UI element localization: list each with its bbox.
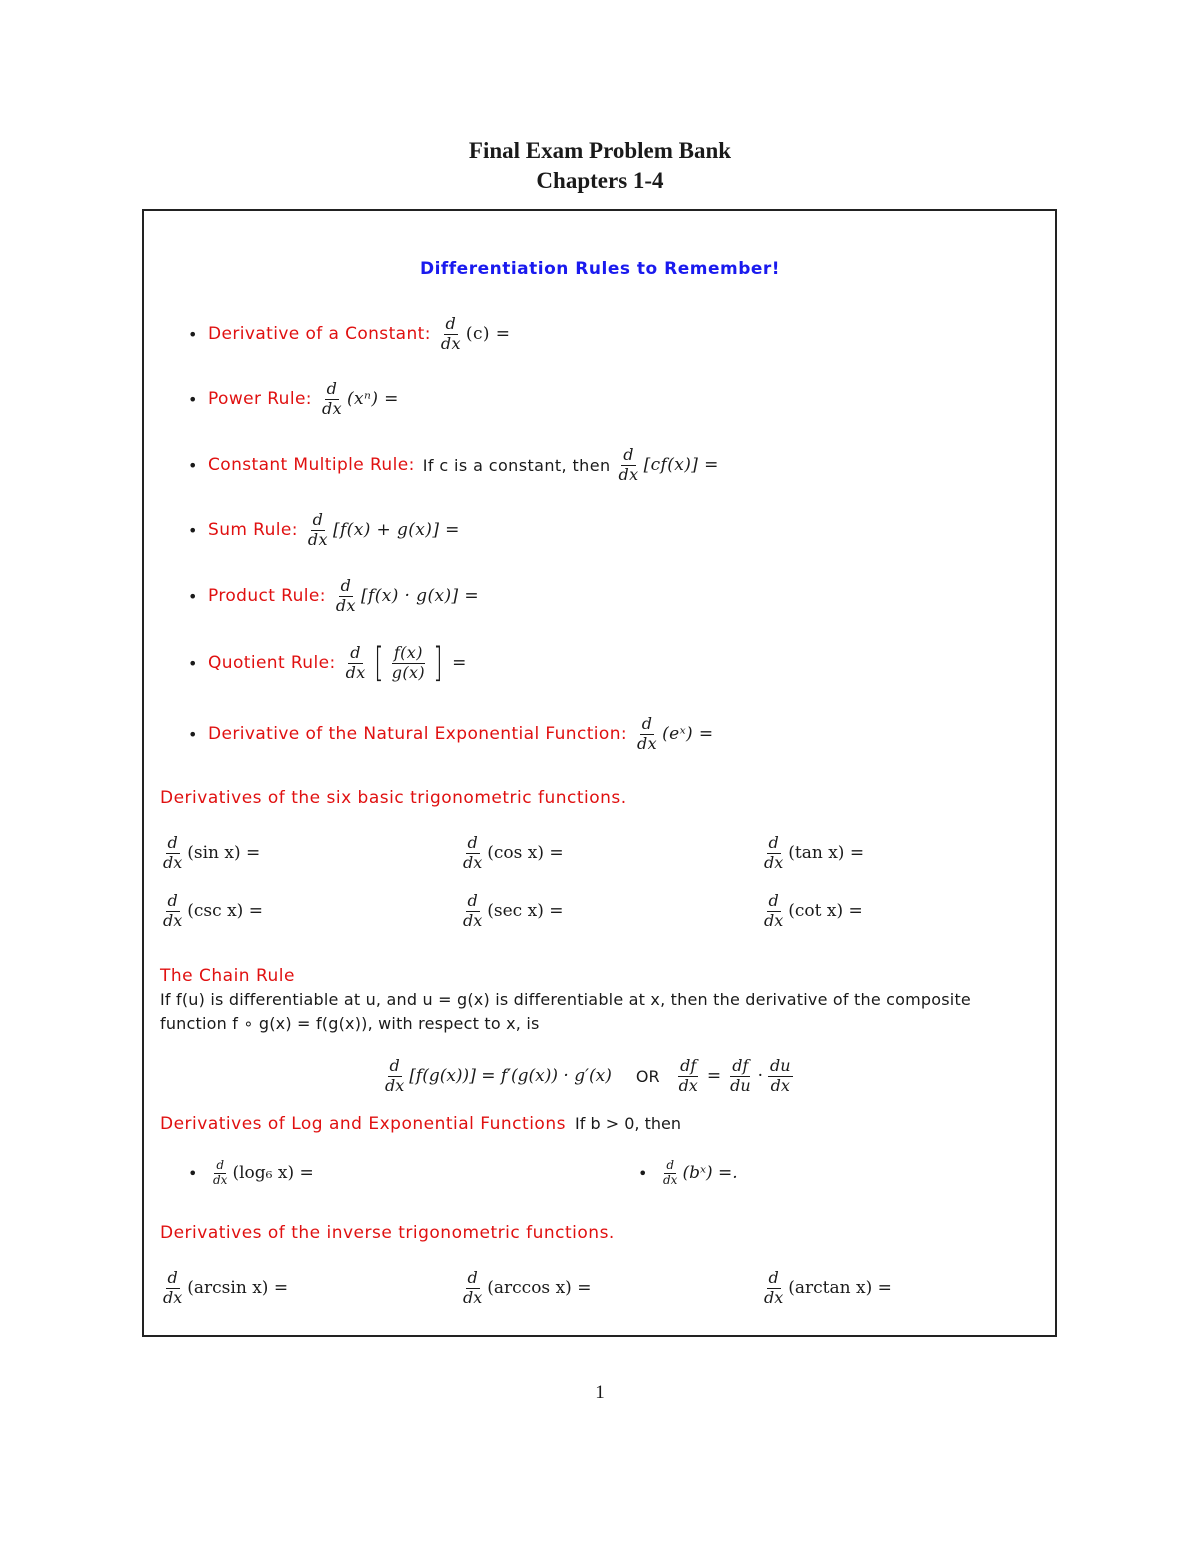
rule-label: Product Rule: <box>208 586 326 606</box>
chain-text-line-1: If f(u) is differentiable at u, and u = g(x) is differentiable at x, then the derivative of the composite <box>160 990 971 1009</box>
trig-sec: $\frac{d}{dx}$ (sec x) = <box>463 891 564 930</box>
chain-formula: $\frac{d}{dx}$ [f(g(x))] = f′(g(x)) · g′(x) OR $\frac{df}{dx}$ = $\frac{df}{du}$ · $\frac{du}{dx}$ <box>385 1056 791 1095</box>
d-dx-fraction: $\frac{d}{dx}$ <box>345 643 366 682</box>
rule-expression: (xⁿ) = <box>347 389 399 409</box>
d-dx-fraction: $\frac{d}{dx}$ <box>764 833 784 872</box>
d-dx-fraction: $\frac{d}{dx}$ <box>463 1268 483 1307</box>
right-bracket-icon: ] <box>433 640 443 686</box>
d-dx-fraction: $\frac{d}{dx}$ <box>764 891 784 930</box>
rule-power <box>188 374 399 424</box>
rule-quotient <box>188 638 467 688</box>
rule-label: Derivative of a Constant: <box>208 324 431 344</box>
log-item: • $\frac{d}{dx}$ (log₆ x) = <box>188 1157 314 1187</box>
chain-formula-left: [f(g(x))] = f′(g(x)) · g′(x) <box>409 1066 612 1086</box>
rule-natural-exponential <box>188 709 714 759</box>
d-dx-fraction: $\frac{d}{dx}$ <box>335 576 356 615</box>
inverse-arctan: $\frac{d}{dx}$ (arctan x) = <box>764 1268 892 1307</box>
rule-label: Sum Rule: <box>208 520 298 540</box>
d-dx-fraction: $\frac{d}{dx}$ <box>307 510 328 549</box>
rule-expression: [cf(x)] = <box>643 455 719 475</box>
rule-constant-multiple <box>188 440 719 490</box>
d-dx-fraction: $\frac{d}{dx}$ <box>663 1157 678 1187</box>
df-du-fraction: $\frac{df}{du}$ <box>730 1056 751 1095</box>
document-subtitle: Chapters 1-4 <box>536 168 664 193</box>
rule-sum <box>188 505 460 555</box>
rule-expression: [f(x) · g(x)] = <box>360 586 479 606</box>
d-dx-fraction: $\frac{d}{dx}$ <box>163 891 183 930</box>
rule-expression: (c) = <box>465 324 511 344</box>
log-heading-line <box>160 1114 681 1134</box>
d-dx-fraction: $\frac{d}{dx}$ <box>163 1268 183 1307</box>
trig-cos: $\frac{d}{dx}$ (cos x) = <box>463 833 564 872</box>
d-dx-fraction: $\frac{d}{dx}$ <box>463 833 483 872</box>
trig-heading: Derivatives of the six basic trigonometric functions. <box>160 788 627 808</box>
trig-cot: $\frac{d}{dx}$ (cot x) = <box>764 891 863 930</box>
rule-expression: = <box>452 653 467 673</box>
chain-or: OR <box>635 1066 660 1086</box>
bullet-icon: • <box>188 724 198 744</box>
page-number: 1 <box>595 1382 605 1403</box>
d-dx-fraction: $\frac{d}{dx}$ <box>764 1268 784 1307</box>
log-condition: If b > 0, then <box>575 1114 681 1133</box>
bullet-icon: • <box>188 586 198 606</box>
du-dx-fraction: $\frac{du}{dx}$ <box>770 1056 791 1095</box>
bullet-icon: • <box>188 389 198 409</box>
bullet-icon: • <box>638 1163 648 1183</box>
df-dx-fraction: $\frac{df}{dx}$ <box>678 1056 698 1095</box>
document-title: Final Exam Problem Bank <box>468 138 732 163</box>
rule-constant <box>188 309 510 359</box>
inverse-arcsin: $\frac{d}{dx}$ (arcsin x) = <box>163 1268 289 1307</box>
d-dx-fraction: $\frac{d}{dx}$ <box>163 833 183 872</box>
trig-tan: $\frac{d}{dx}$ (tan x) = <box>764 833 865 872</box>
d-dx-fraction: $\frac{d}{dx}$ <box>321 379 343 418</box>
rule-expression: [f(x) + g(x)] = <box>332 520 460 540</box>
bullet-icon: • <box>188 520 198 540</box>
rule-label: Constant Multiple Rule: <box>208 455 415 475</box>
bullet-icon: • <box>188 455 198 475</box>
left-bracket-icon: [ <box>373 640 384 686</box>
chain-text-line-2: function f ∘ g(x) = f(g(x)), with respect to x, is <box>160 1014 540 1033</box>
log-heading: Derivatives of Log and Exponential Functions <box>160 1114 566 1134</box>
d-dx-fraction: $\frac{d}{dx}$ <box>637 714 658 753</box>
bullet-icon: • <box>188 653 198 673</box>
inverse-arccos: $\frac{d}{dx}$ (arccos x) = <box>463 1268 592 1307</box>
d-dx-fraction: $\frac{d}{dx}$ <box>618 445 639 484</box>
d-dx-fraction: $\frac{d}{dx}$ <box>213 1157 228 1187</box>
rule-text: If c is a constant, then <box>422 455 611 475</box>
d-dx-fraction: $\frac{d}{dx}$ <box>463 891 483 930</box>
d-dx-fraction: $\frac{d}{dx}$ <box>440 314 461 353</box>
chain-heading: The Chain Rule <box>160 966 295 986</box>
rule-product <box>188 571 479 621</box>
rule-label: Power Rule: <box>208 389 312 409</box>
bullet-icon: • <box>188 1163 198 1183</box>
quotient-fraction: $\frac{f(x)}{g(x)}$ <box>391 643 426 682</box>
bullet-icon: • <box>188 324 198 344</box>
d-dx-fraction: $\frac{d}{dx}$ <box>385 1056 405 1095</box>
trig-csc: $\frac{d}{dx}$ (csc x) = <box>163 891 263 930</box>
exp-item: • $\frac{d}{dx}$ (bˣ) =. <box>638 1157 738 1187</box>
rule-expression: (eˣ) = <box>662 724 714 744</box>
rule-label: Derivative of the Natural Exponential Function: <box>208 724 628 744</box>
rules-heading: Differentiation Rules to Remember! <box>419 259 781 279</box>
inverse-trig-heading: Derivatives of the inverse trigonometric functions. <box>160 1223 615 1243</box>
rule-label: Quotient Rule: <box>208 653 336 673</box>
trig-sin: $\frac{d}{dx}$ (sin x) = <box>163 833 261 872</box>
